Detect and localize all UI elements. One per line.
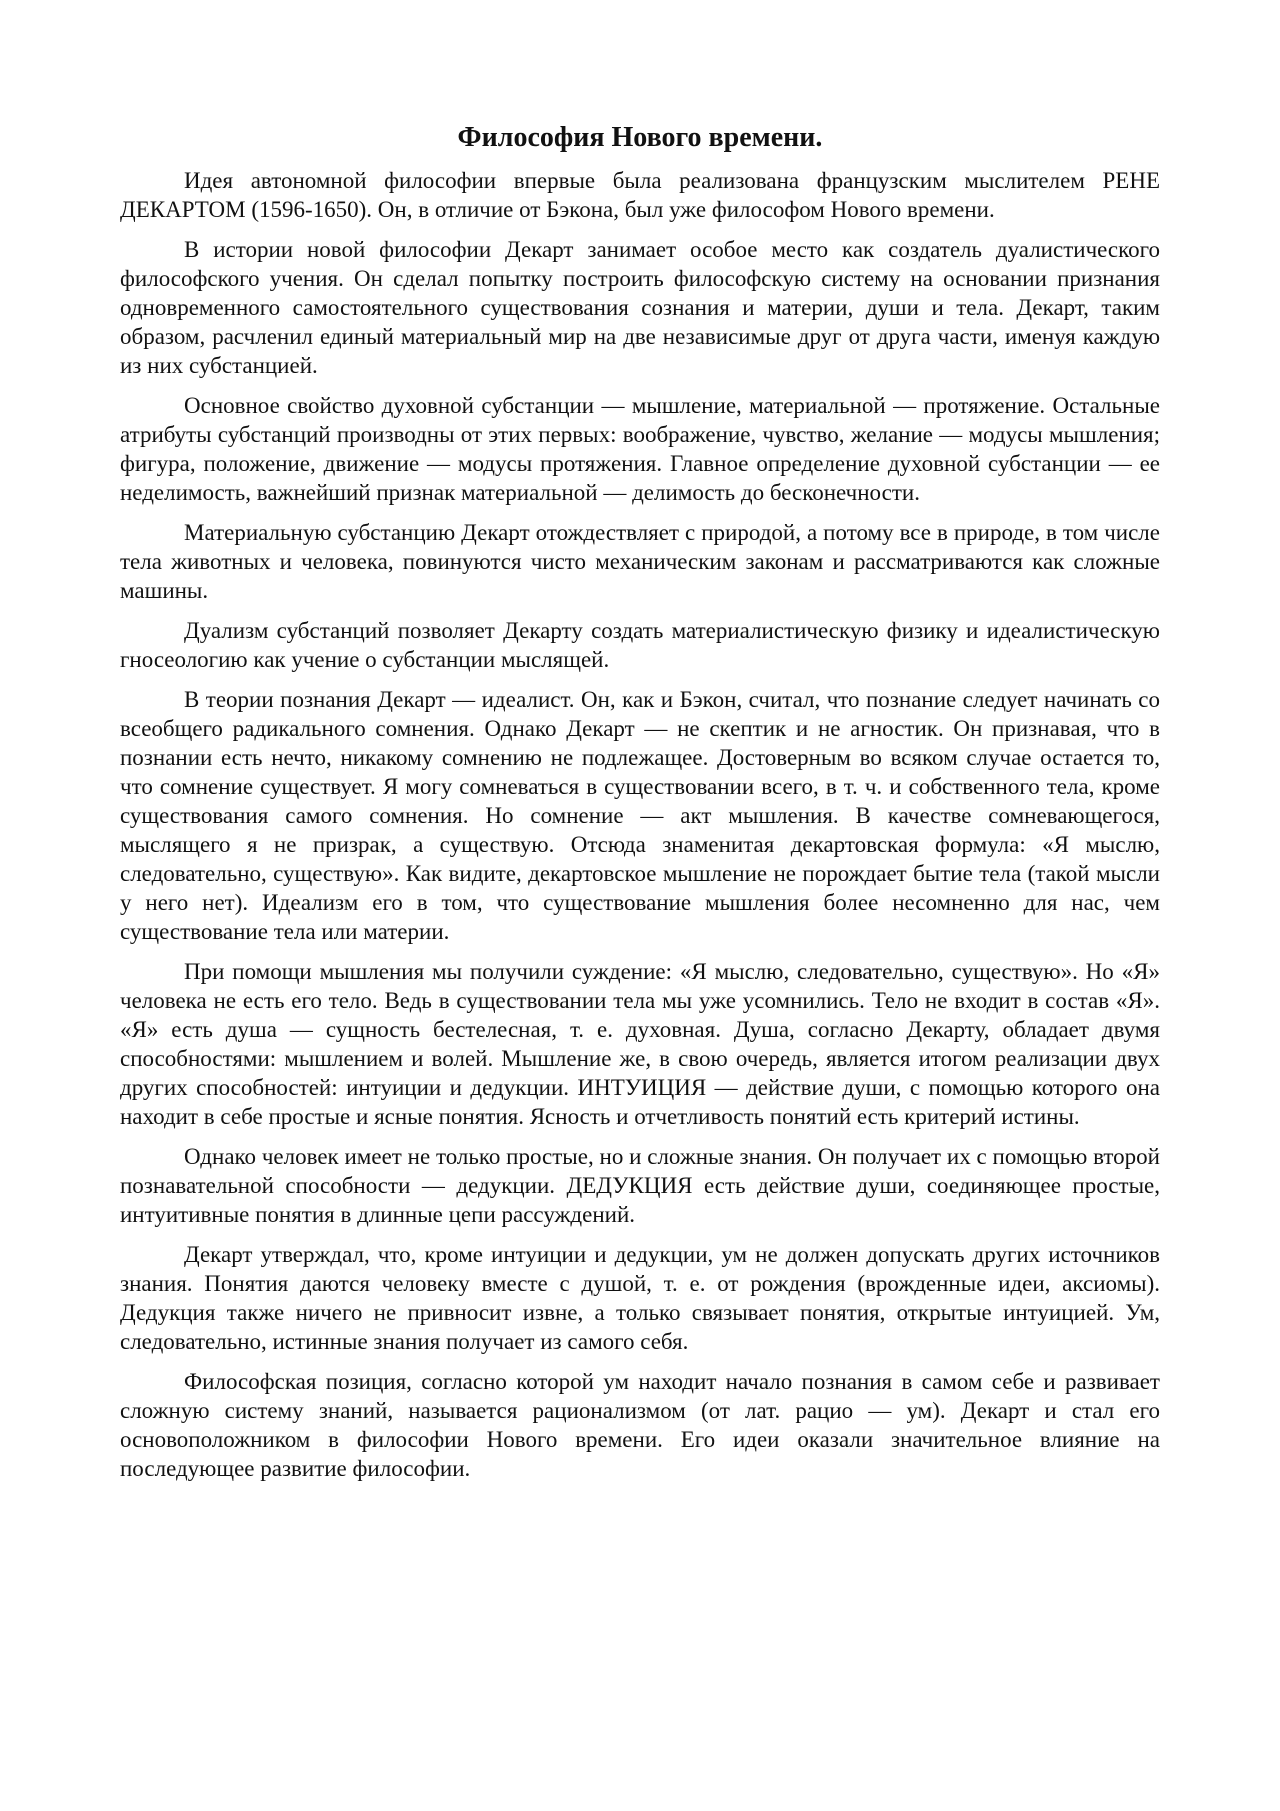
paragraph-9: Декарт утверждал, что, кроме интуиции и дедукции, ум не должен допускать других источников знания. Понятия даются человеку вместе с душой, т. е. от рождения (врожденные идеи, аксиомы). Дедукция также ничего не привносит извне, а только связывает понятия, открытые интуицией. Ум, следовательно, истинные знания получает из самого себя.	[120, 1242, 1160, 1354]
paragraph-7: При помощи мышления мы получили суждение: «Я мыслю, следовательно, существую». Но «Я» человека не есть его тело. Ведь в существовании тела мы уже усомнились. Тело не входит в состав «Я». «Я» есть душа — сущность бестелесная, т. е. духовная. Душа, согласно Декарту, обладает двумя способностями: мышлением и волей. Мышление же, в свою очередь, является итогом реализации двух других способностей: интуиции и дедукции. ИНТУИЦИЯ — действие души, с помощью которого она находит в себе простые и ясные понятия. Ясность и отчетливость понятий есть критерий истины.	[120, 959, 1160, 1129]
paragraph-3: Основное свойство духовной субстанции — мышление, материальной — протяжение. Остальные атрибуты субстанций производны от этих первых: воображение, чувство, желание — модусы мышления; фигура, положение, движение — модусы протяжения. Главное определение духовной субстанции — ее неделимость, важнейший признак материальной — делимость до бесконечности.	[120, 393, 1160, 505]
paragraph-10: Философская позиция, согласно которой ум находит начало познания в самом себе и развивает сложную систему знаний, называется рационализмом (от лат. рацио — ум). Декарт и стал его основоположником в философии Нового времени. Его идеи оказали значительное влияние на последующее развитие философии.	[120, 1369, 1160, 1481]
document-body	[120, 120, 1160, 1494]
paragraph-8: Однако человек имеет не только простые, но и сложные знания. Он получает их с помощью второй познавательной способности — дедукции. ДЕДУКЦИЯ есть действие души, соединяющее простые, интуитивные понятия в длинные цепи рассуждений.	[120, 1144, 1160, 1227]
paragraph-2: В истории новой философии Декарт занимает особое место как создатель дуалистического философского учения. Он сделал попытку построить философскую систему на основании признания одновременного самостоятельного существования сознания и материи, души и тела. Декарт, таким образом, расчленил единый материальный мир на две независимые друг от друга части, именуя каждую из них субстанцией.	[120, 237, 1160, 378]
paragraph-1: Идея автономной философии впервые была реализована французским мыслителем РЕНЕ ДЕКАРТОМ (1596-1650). Он, в отличие от Бэкона, был уже философом Нового времени.	[120, 168, 1160, 222]
paragraph-6: В теории познания Декарт — идеалист. Он, как и Бэкон, считал, что познание следует начинать со всеобщего радикального сомнения. Однако Декарт — не скептик и не агностик. Он признавая, что в познании есть нечто, никакому сомнению не подлежащее. Достоверным во всяком случае остается то, что сомнение существует. Я могу сомневаться в существовании всего, в т. ч. и собственного тела, кроме существования самого сомнения. Но сомнение — акт мышления. В качестве сомневающегося, мыслящего я не призрак, а существую. Отсюда знаменитая декартовская формула: «Я мыслю, следовательно, существую». Как видите, декартовское мышление не порождает бытие тела (такой мысли у него нет). Идеализм его в том, что существование мышления более несомненно для нас, чем существование тела или материи.	[120, 687, 1160, 944]
paragraph-4: Материальную субстанцию Декарт отождествляет с природой, а потому все в природе, в том числе тела животных и человека, повинуются чисто механическим законам и рассматриваются как сложные машины.	[120, 520, 1160, 603]
paragraph-5: Дуализм субстанций позволяет Декарту создать материалистическую физику и идеалистическую гносеологию как учение о субстанции мыслящей.	[120, 618, 1160, 672]
document-title: Философия Нового времени.	[457, 122, 823, 153]
